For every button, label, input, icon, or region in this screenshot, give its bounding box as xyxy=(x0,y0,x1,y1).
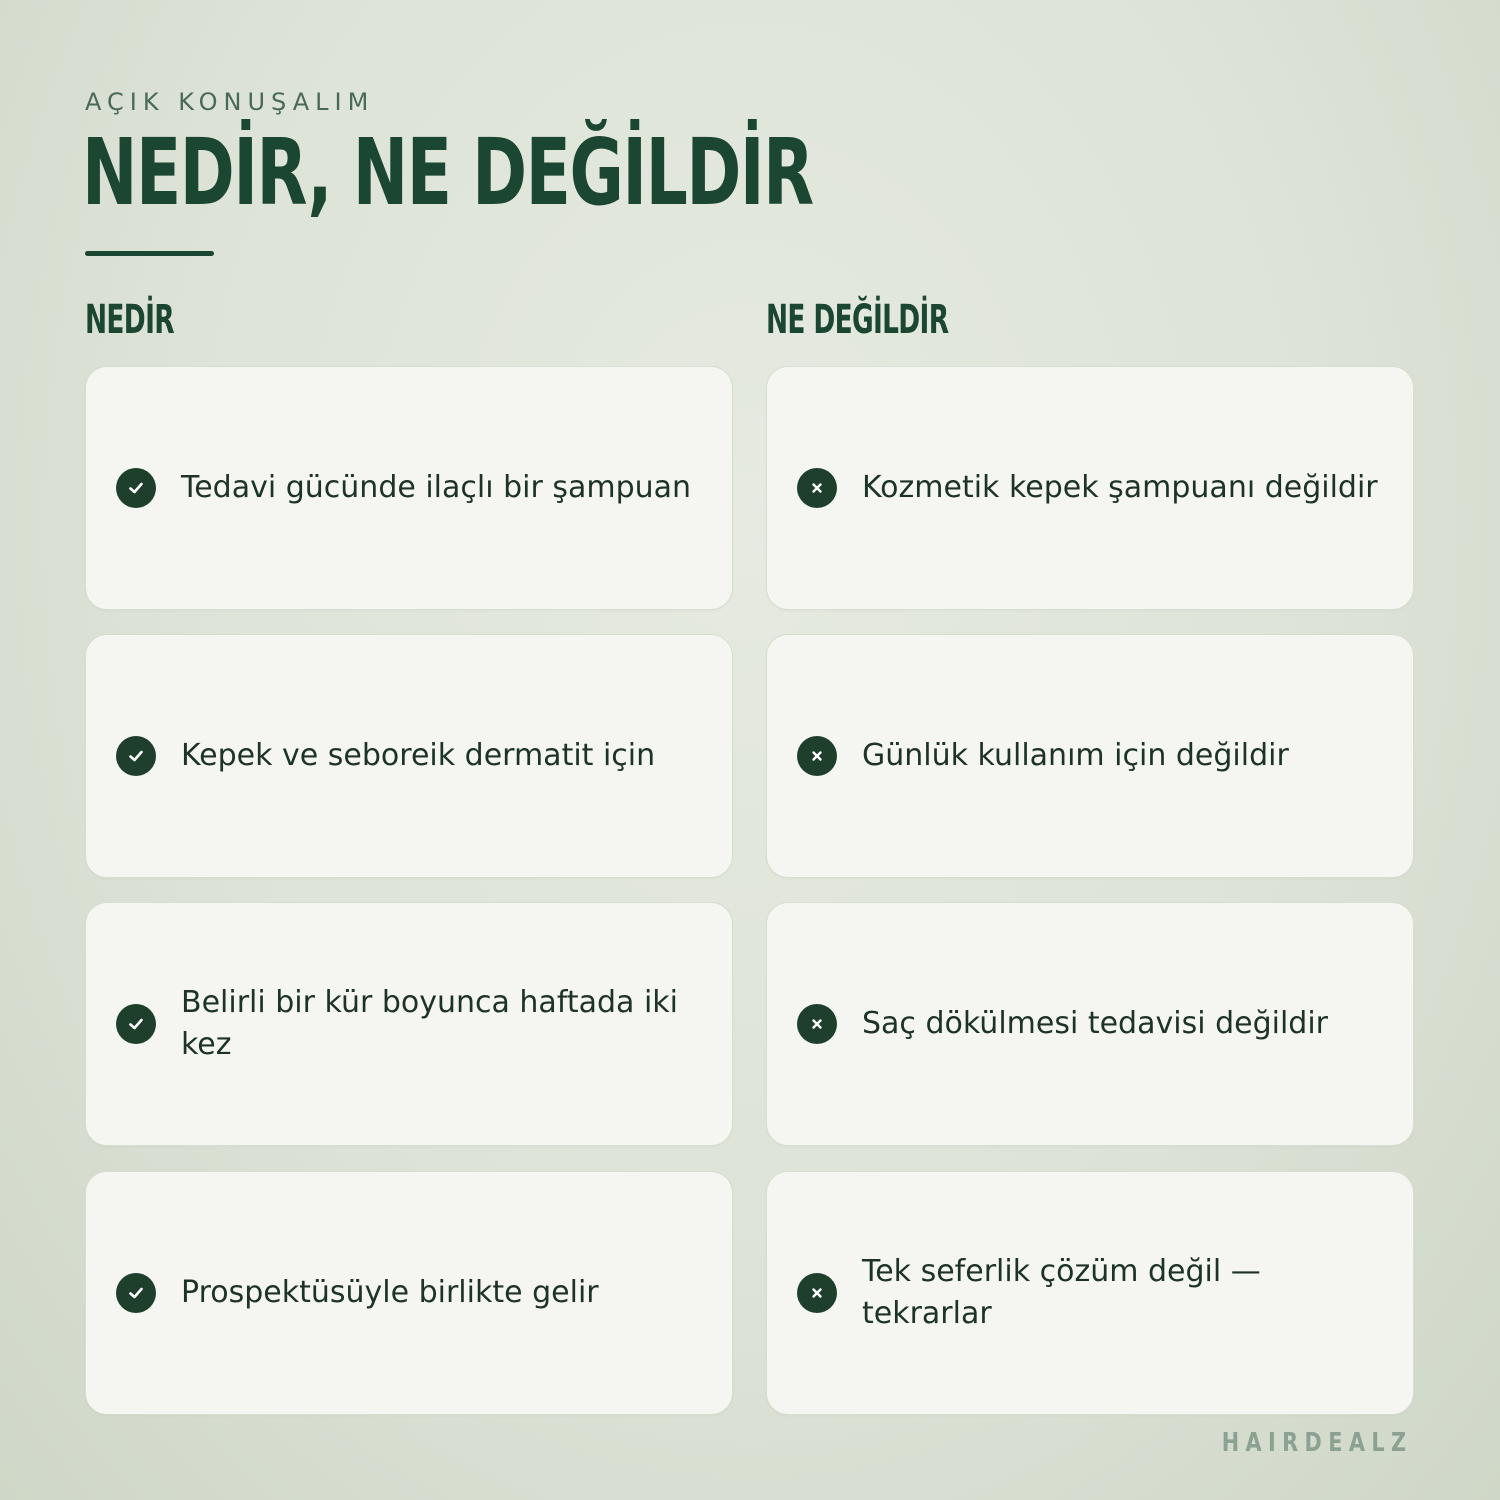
is-not-card xyxy=(766,1171,1414,1415)
check-icon xyxy=(116,736,156,776)
is-not-card xyxy=(766,902,1414,1146)
is-card xyxy=(85,902,733,1146)
is-card xyxy=(85,366,733,610)
is-not-card-text: Tek seferlik çözüm değil — tekrarlar xyxy=(862,1254,1261,1331)
page-title: NEDİR, NE DEĞİLDİR xyxy=(82,119,813,226)
is-not-card-text: Saç dökülmesi tedavisi değildir xyxy=(862,1006,1328,1041)
is-card-text: Kepek ve seboreik dermatit için xyxy=(181,738,656,773)
is-not-card xyxy=(766,634,1414,878)
check-icon xyxy=(116,468,156,508)
cross-icon xyxy=(797,736,837,776)
is-card-text: Tedavi gücünde ilaçlı bir şampuan xyxy=(181,470,692,505)
check-icon xyxy=(116,1004,156,1044)
brand-logo-text: HAIRDEALZ xyxy=(1221,1428,1412,1458)
is-card xyxy=(85,1171,733,1415)
is-card xyxy=(85,634,733,878)
is-not-card xyxy=(766,366,1414,610)
title-underline xyxy=(85,251,214,256)
check-icon xyxy=(116,1273,156,1313)
is-not-card-text: Günlük kullanım için değildir xyxy=(862,738,1289,773)
is-card-text: Belirli bir kür boyunca haftada iki kez xyxy=(181,985,679,1062)
column-heading-is-not: NE DEĞİLDİR xyxy=(766,297,949,343)
is-not-card-text: Kozmetik kepek şampuanı değildir xyxy=(862,470,1378,505)
cross-icon xyxy=(797,1273,837,1313)
cross-icon xyxy=(797,468,837,508)
eyebrow-label: AÇIK KONUŞALIM xyxy=(85,88,375,116)
is-card-text: Prospektüsüyle birlikte gelir xyxy=(181,1275,599,1310)
column-heading-is: NEDİR xyxy=(85,297,174,343)
cross-icon xyxy=(797,1004,837,1044)
